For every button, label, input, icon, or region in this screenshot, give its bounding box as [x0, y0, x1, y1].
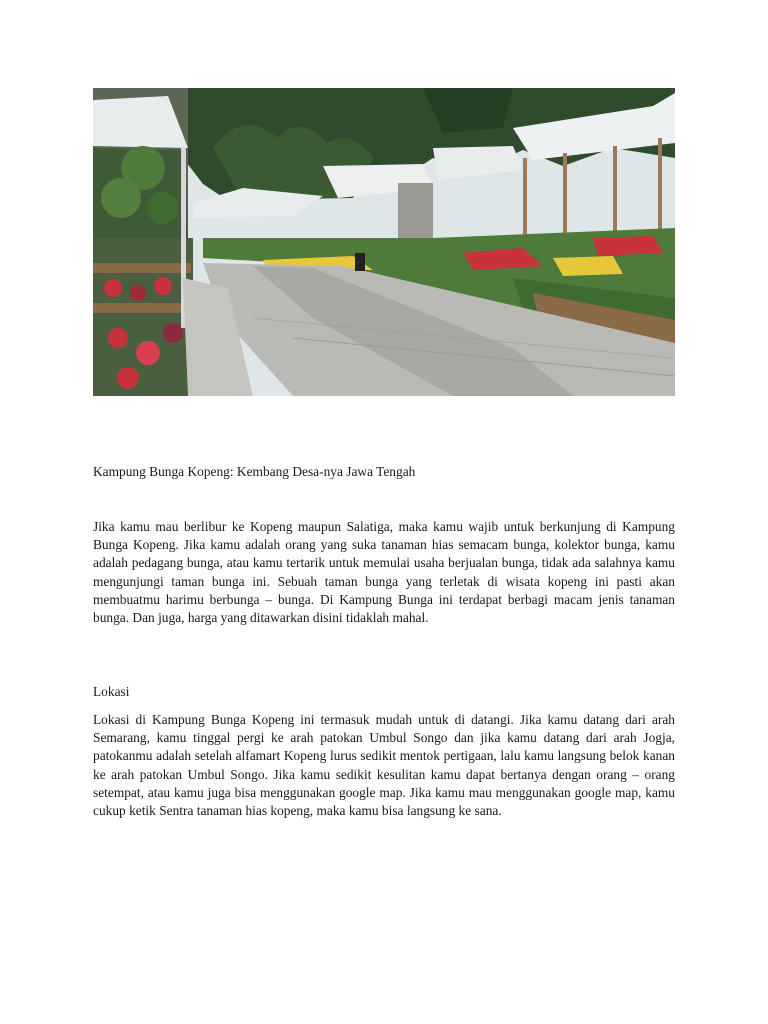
location-paragraph: Lokasi di Kampung Bunga Kopeng ini termasuk mudah untuk di datangi. Jika kamu datang dari arah Semarang, kamu tinggal pergi ke arah patokan Umbul Songo dan jika kamu datang dari arah Jogja, patokanmu adalah setelah alfamart Kopeng lurus sedikit mentok pertigaan, lalu kamu langsung belok kanan ke arah patokan Umbul Songo. Jika kamu sedikit kesulitan kamu dapat bertanya dengan orang – orang setempat, atau kamu juga bisa menggunakan google map. Jika kamu mau menggunakan google map, kamu cukup ketik Sentra tanaman hias kopeng, maka kamu bisa langsung ke sana.: [93, 712, 675, 819]
intro-paragraph: Jika kamu mau berlibur ke Kopeng maupun Salatiga, maka kamu wajib untuk berkunjung di Kampung Bunga Kopeng. Jika kamu adalah orang yang suka tanaman hias semacam bunga, kolektor bunga, kamu adalah pedagang bunga, atau kamu tertarik untuk memulai usaha berjualan bunga, tidak ada salahnya kamu mengunjungi taman bunga ini. Sebuah taman bunga yang terletak di wisata kopeng ini pasti akan membuatmu harimu berbunga – bunga. Di Kampung Bunga ini terdapat berbagi macam jenis tanaman bunga. Dan juga, harga yang ditawarkan disini tidaklah mahal.: [93, 519, 675, 626]
section-heading-lokasi: Lokasi: [93, 684, 130, 699]
photo-illustration: [93, 88, 675, 396]
document-title: Kampung Bunga Kopeng: Kembang Desa-nya Jawa Tengah: [93, 464, 416, 479]
garden-photo-icon: [93, 88, 675, 396]
